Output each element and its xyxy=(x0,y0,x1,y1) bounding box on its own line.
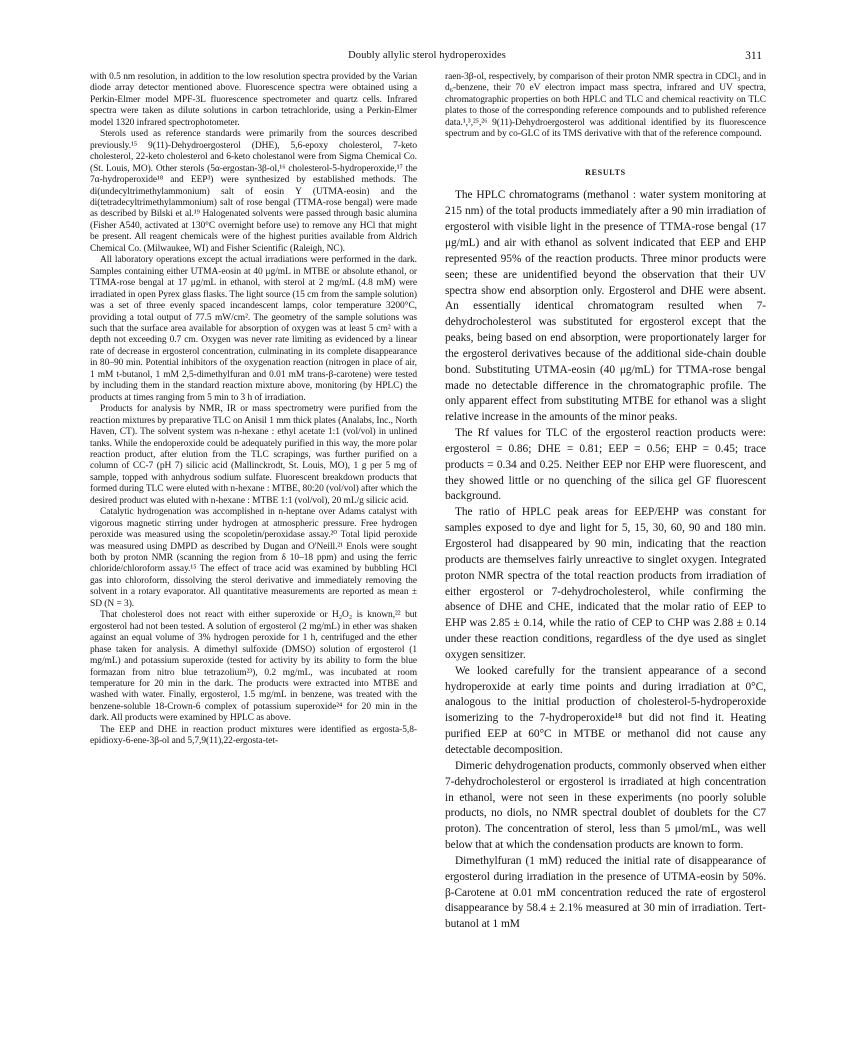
right-paragraph-3: The ratio of HPLC peak areas for EEP/EHP was constant for samples exposed to dye and light for 5, 15, 30, 60, 90 and 180 min. Ergosterol had disappeared by 90 min, indicating that the reaction products are themselves fairly unreactive to singlet oxygen. Integrated proton NMR spectra of the total reaction products from irradiation of either ergosterol or 7-dehydrocholesterol, while confirming the absence of DHE and CHE, indicated that the molar ratio of EEP to EHP was 2.85 ± 0.14, while the ratio of CEP to CHP was 2.88 ± 0.14 under these reaction conditions, regardless of the dye used as singlet oxygen sensitizer. xyxy=(445,506,766,661)
page-number: 311 xyxy=(745,50,762,62)
left-paragraph-3: All laboratory operations except the actual irradiations were performed in the dark. Samples containing either UTMA-eosin at 40 μg/mL in MTBE or absolute ethanol, or TTMA-rose bengal at 17 μg/mL in ethanol, with sterol at 2 mg/mL (4.8 mM) were irradiated in open Pyrex glass flasks. The light source (15 cm from the sample solution) was a set of three evenly spaced incandescent lamps, color temperature 3200°C, providing a total output of 77.5 mW/cm². The geometry of the sample solutions was such that the surface area available for absorption of oxygen was at least 5 cm² with a depth not exceeding 0.7 cm. Oxygen was never rate limiting as evidenced by a linear rate of decrease in ergosterol concentration, culminating in its complete disappearance in 80–90 min. Potential inhibitors of the oxygenation reaction (nitrogen in place of air, 1 mM t-butanol, 1 mM 2,5-dimethylfuran and 0.01 mM trans-β-carotene) were tested by including them in the standard reaction mixture above, monitoring (by HPLC) the products at times ranging from 5 min to 3 h of irradiation. xyxy=(90,255,417,403)
right-paragraph-2: The Rf values for TLC of the ergosterol reaction products were: ergosterol = 0.86; DHE = 0.81; EEP = 0.56; EHP = 0.45; trace products = 0.34 and 0.25. Neither EEP nor EHP were fluorescent, and they showed little or no quenching of the silica gel GF fluorescent background. xyxy=(445,427,766,503)
page-header xyxy=(90,50,764,68)
right-paragraph-4: We looked carefully for the transient appearance of a second hydroperoxide at early time points and during irradiation at 0°C, analogous to the initial production of cholesterol-5-hydroperoxide isomerizing to the 7-hydroperoxide¹⁸ but did not find it. Heating purified EEP at 60°C in MTBE or methanol did not cause any detectable decomposition. xyxy=(445,664,766,756)
left-paragraph-1: with 0.5 nm resolution, in addition to the low resolution spectra provided by the Varian diode array detector mentioned above. Fluorescence spectra were obtained using a Perkin-Elmer model MPF-3L fluorescence spectrometer and quartz cells. Infrared spectra were taken as dilute solutions in carbon tetrachloride, using a Perkin-Elmer model 1320 infrared spectrophotometer. xyxy=(90,72,417,128)
left-paragraph-5: Catalytic hydrogenation was accomplished in n-heptane over Adams catalyst with vigorous magnetic stirring under hydrogen at atmospheric pressure. Free hydrogen peroxide was measured using the scopoletin/peroxidase assay.²⁰ Total lipid peroxide was measured using DMPD as described by Dugan and O'Neill.²¹ Enols were sought both by proton NMR (scanning the region from δ 10–18 ppm) and using the ferric chloride/chloroform assay.¹⁵ The effect of trace acid was examined by bubbling HCl gas into chloroform, dissolving the sterol derivative and immediately removing the solvent in a rotary evaporator. All quantitative measurements are reported as mean ± SD (N = 3). xyxy=(90,507,417,609)
right-paragraph-6: Dimethylfuran (1 mM) reduced the initial rate of disappearance of ergosterol during irradiation in the presence of UTMA-eosin by 50%. β-Carotene at 0.01 mM concentration reduced the rate of ergosterol disappearance by 58.4 ± 2.1% measured at 30 min of irradiation. Tert-butanol at 1 mM xyxy=(445,854,766,931)
left-paragraph-2: Sterols used as reference standards were primarily from the sources described previously.¹⁵ 9(11)-Dehydroergosterol (DHE), 5,6-epoxy cholesterol, 7-keto cholesterol, 22-keto cholesterol and 6-keto cholestanol were from Sigma Chemical Co. (St. Louis, MO). Other sterols (5α-ergostan-3β-ol,¹⁶ cholesterol-5-hydroperoxide,¹⁷ the 7α-hydroperoxide¹⁸ and EEP³) were synthesized by established methods. The di(undecyltrimethylammonium) salt of eosin Y (UTMA-eosin) and the di(tetradecyltrimethylammonium) salt of rose bengal (TTMA-rose bengal) were made as described by Bilski et al.¹⁹ Halogenated solvents were passed through basic alumina (Fisher A540, activated at 130°C overnight before use) to remove any HCl that might be present. All reagent chemicals were of the highest purities available from Aldrich Chemical Co. (Milwaukee, WI) and Fisher Scientific (Raleigh, NC). xyxy=(90,129,417,254)
section-heading-results: RESULTS xyxy=(585,168,626,178)
left-paragraph-6: That cholesterol does not react with either superoxide or H₂O₂ is known,²² but ergosterol had not been tested. A solution of ergosterol (2 mg/mL) in ether was shaken against an equal volume of 3% hydrogen peroxide for 1 h, centrifuged and the ether phase taken for analysis. A dimethyl sulfoxide (DMSO) solution of ergosterol (1 mg/mL) and potassium superoxide (tested for activity by its ability to form the blue formazan from nitro blue tetrazolium²³), 0.2 mg/mL, was incubated at room temperature for 20 min in the dark. The products were extracted into MTBE and washed with water. Finally, ergosterol, 1.5 mg/mL in benzene, was treated with the benzene-soluble 18-Crown-6 complex of potassium superoxide²⁴ for 20 min in the dark. All products were examined by HPLC as above. xyxy=(90,610,417,724)
right-column xyxy=(445,72,766,933)
right-intro-paragraph: raen-3β-ol, respectively, by comparison of their proton NMR spectra in CDCl₃ and in d₆-benzene, their 70 eV electron impact mass spectra, infrared and UV spectra, chromatographic properties on both HPLC and TLC and chemical reactivity on TLC plates to those of the corresponding reference compounds and to published reference data.¹,³,²⁵,²⁶ 9(11)-Dehydroergosterol was additional identified by its fluorescence spectrum and by co-GLC of its TMS derivative with that of the reference compound. xyxy=(445,72,766,140)
left-column xyxy=(90,72,417,748)
left-paragraph-4: Products for analysis by NMR, IR or mass spectrometry were purified from the reaction mixtures by preparative TLC on Anisil 1 mm thick plates (Analabs, Inc., North Haven, CT). The solvent system was n-hexane : ethyl acetate 1:1 (vol/vol) in unlined tanks. While the endoperoxide could be adequately purified in this way, the more polar reaction product, after elution from the TLC scrapings, was further purified on a column of CC-7 (pH 7) silicic acid (Mallinckrodt, St. Louis, MO), 1 g per 5 mg of sample, topped with anhydrous sodium sulfate. Fluorescent breakdown products that formed during TLC were eluted with n-hexane : MTBE, 80:20 (vol/vol) after which the desired product was eluted with n-hexane : MTBE 1:1 (vol/vol), 20 mL/g silicic acid. xyxy=(90,404,417,506)
right-paragraph-5: Dimeric dehydrogenation products, commonly observed when either 7-dehydrocholesterol or ergosterol is irradiated at high concentration in ethanol, were not seen in these experiments (no poorly soluble products, no diols, no NMR spectral doublet of doublets for the C7 proton). The concentration of sterol, less than 5 μmol/mL, was well below that at which the condensation products are known to form. xyxy=(445,759,766,852)
left-paragraph-7: The EEP and DHE in reaction product mixtures were identified as ergosta-5,8-epidioxy-6-ene-3β-ol and 5,7,9(11),22-ergosta-tet- xyxy=(90,724,417,747)
right-paragraph-1: The HPLC chromatograms (methanol : water system monitoring at 215 nm) of the total products immediately after a 90 min irradiation of ergosterol with visible light in the presence of TTMA-rose bengal (17 μg/mL) and air with ethanol as solvent indicated that EEP and EHP represented 95% of the reaction products. Three minor products were seen; these are unidentified beyond the observation that their UV spectra show end absorption only. Ergosterol and DHE were absent. An essentially identical chromatogram resulted when 7-dehydrocholesterol was substituted for ergosterol except that the peaks, being based on end absorption, were proportionately larger for the ergosterol derivatives because of the additional side-chain double bond. Substituting UTMA-eosin (40 μg/mL) for TTMA-rose bengal made no detectable difference in the chromatographic profile. The only apparent effect from substituting MTBE for ethanol was a slight relative increase in the amounts of the minor peaks. xyxy=(445,189,766,424)
running-title: Doubly allylic sterol hydroperoxides xyxy=(348,50,506,61)
